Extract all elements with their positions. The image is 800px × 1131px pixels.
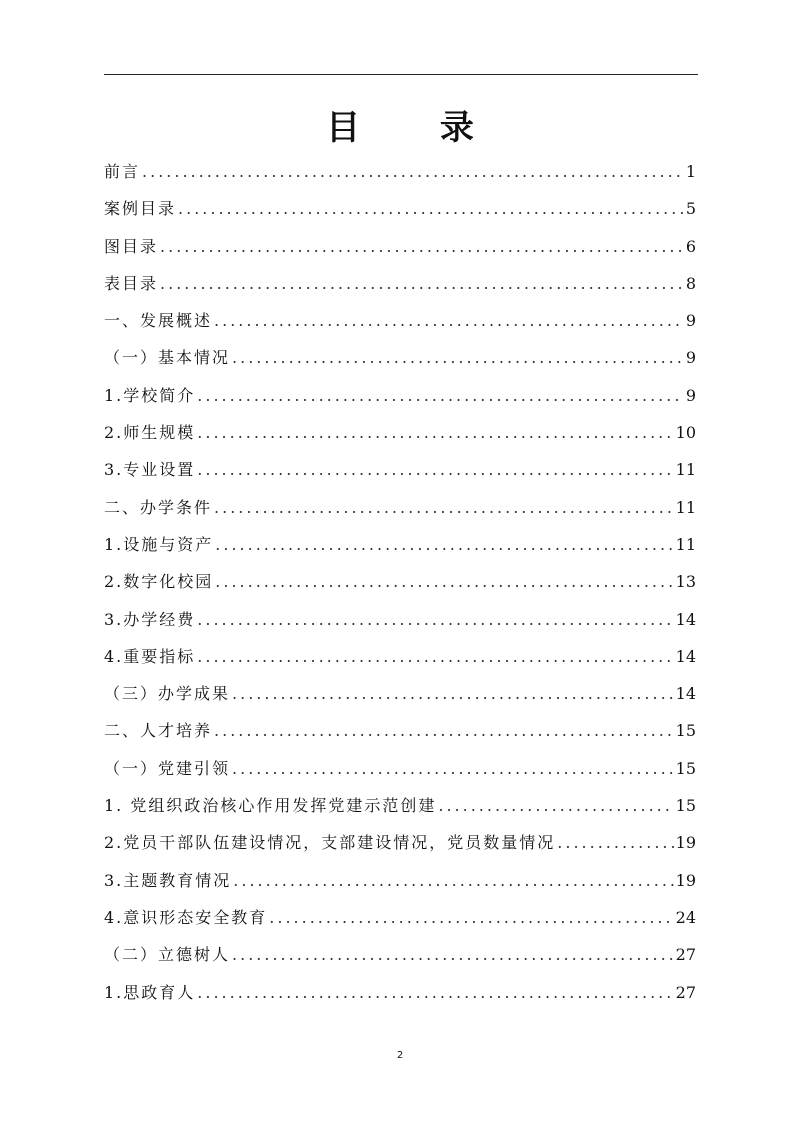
- toc-entry-label: 1.学校简介: [104, 385, 196, 405]
- toc-entry-label: 3.主题教育情况: [104, 870, 232, 890]
- toc-entry-label: 2.师生规模: [104, 423, 196, 443]
- toc-dot-leader: [232, 675, 674, 712]
- toc-entry[interactable]: [104, 899, 696, 936]
- toc-dot-leader: [232, 339, 684, 376]
- toc-dot-leader: [197, 414, 673, 451]
- toc-entry[interactable]: [104, 675, 696, 712]
- toc-entry[interactable]: [104, 489, 696, 526]
- toc-entry[interactable]: [104, 936, 696, 973]
- toc-entry-page: 24: [675, 907, 696, 927]
- toc-entry-label: 3.办学经费: [104, 609, 196, 629]
- toc-entry[interactable]: [104, 824, 696, 861]
- page-title: 目 录: [326, 108, 508, 148]
- toc-entry-label: （一）党建引领: [104, 758, 231, 778]
- toc-entry-page: 9: [685, 348, 696, 368]
- toc-entry[interactable]: [104, 451, 696, 488]
- toc-dot-leader: [197, 601, 673, 638]
- toc-entry-label: 1.思政育人: [104, 982, 196, 1002]
- table-of-contents: [104, 153, 696, 1011]
- toc-entry-page: 6: [685, 236, 696, 256]
- toc-entry-page: 11: [675, 460, 696, 480]
- toc-dot-leader: [214, 302, 684, 339]
- toc-entry-label: 2.党员干部队伍建设情况，支部建设情况，党员数量情况: [104, 833, 556, 853]
- toc-entry[interactable]: [104, 638, 696, 675]
- toc-dot-leader: [557, 824, 673, 861]
- toc-entry-label: 前言: [104, 162, 141, 181]
- toc-entry-page: 14: [675, 609, 696, 629]
- toc-entry-page: 10: [675, 423, 696, 443]
- page-number: 2: [396, 1050, 404, 1061]
- toc-entry-page: 11: [675, 497, 696, 517]
- toc-dot-leader: [197, 377, 684, 414]
- toc-entry[interactable]: [104, 563, 696, 600]
- toc-dot-leader: [438, 787, 673, 824]
- toc-entry[interactable]: [104, 302, 696, 339]
- toc-entry-page: 19: [675, 833, 696, 853]
- toc-entry-label: （二）立德树人: [104, 945, 231, 965]
- toc-entry-page: 11: [675, 534, 696, 554]
- toc-entry-label: 1. 党组织政治核心作用发挥党建示范创建: [104, 796, 437, 816]
- toc-entry-page: 15: [675, 796, 696, 816]
- toc-entry-label: 2.数字化校园: [104, 572, 214, 592]
- toc-entry[interactable]: [104, 787, 696, 824]
- toc-entry-page: 5: [685, 199, 696, 219]
- toc-entry[interactable]: [104, 339, 696, 376]
- toc-entry[interactable]: [104, 190, 696, 227]
- toc-entry-page: 14: [675, 646, 696, 666]
- toc-entry-page: 19: [675, 870, 696, 890]
- toc-entry-label: （一）基本情况: [104, 348, 231, 368]
- toc-entry-label: 1.设施与资产: [104, 534, 214, 554]
- toc-dot-leader: [160, 228, 684, 265]
- toc-entry[interactable]: [104, 750, 696, 787]
- toc-dot-leader: [233, 862, 673, 899]
- toc-dot-leader: [197, 451, 673, 488]
- toc-entry-page: 27: [675, 982, 696, 1002]
- toc-entry-label: 4.意识形态安全教育: [104, 907, 268, 927]
- toc-entry-label: 4.重要指标: [104, 646, 196, 666]
- toc-dot-leader: [160, 265, 684, 302]
- toc-entry[interactable]: [104, 377, 696, 414]
- toc-entry-label: 表目录: [104, 273, 159, 293]
- toc-dot-leader: [214, 489, 674, 526]
- toc-entry-label: （三）办学成果: [104, 684, 231, 704]
- toc-entry-page: 27: [675, 945, 696, 965]
- toc-entry-label: 二、办学条件: [104, 497, 213, 517]
- toc-entry-label: 二、人才培养: [104, 721, 213, 741]
- toc-entry[interactable]: [104, 712, 696, 749]
- toc-entry[interactable]: [104, 601, 696, 638]
- toc-entry-page: 13: [675, 572, 696, 592]
- toc-dot-leader: [215, 563, 673, 600]
- toc-entry-label: 一、发展概述: [104, 311, 213, 331]
- toc-dot-leader: [214, 712, 674, 749]
- toc-entry[interactable]: [104, 265, 696, 302]
- header-rule: [104, 74, 698, 75]
- toc-dot-leader: [232, 936, 674, 973]
- toc-dot-leader: [197, 638, 673, 675]
- toc-dot-leader: [178, 190, 684, 227]
- toc-entry-label: 3.专业设置: [104, 460, 196, 480]
- toc-dot-leader: [232, 750, 674, 787]
- toc-dot-leader: [142, 153, 684, 190]
- toc-entry[interactable]: [104, 414, 696, 451]
- toc-entry[interactable]: [104, 153, 696, 190]
- toc-entry[interactable]: [104, 228, 696, 265]
- toc-dot-leader: [215, 526, 673, 563]
- toc-entry-label: 图目录: [104, 236, 159, 256]
- toc-entry-page: 8: [685, 273, 696, 293]
- toc-entry-page: 14: [675, 684, 696, 704]
- toc-entry[interactable]: [104, 862, 696, 899]
- toc-entry-page: 9: [685, 311, 696, 331]
- toc-entry-label: 案例目录: [104, 199, 177, 219]
- toc-entry[interactable]: [104, 974, 696, 1011]
- toc-entry-page: 15: [675, 721, 696, 741]
- toc-dot-leader: [269, 899, 673, 936]
- toc-entry[interactable]: [104, 526, 696, 563]
- toc-entry-page: 15: [675, 758, 696, 778]
- toc-dot-leader: [197, 974, 673, 1011]
- toc-entry-page: 1: [685, 162, 696, 181]
- toc-entry-page: 9: [685, 385, 696, 405]
